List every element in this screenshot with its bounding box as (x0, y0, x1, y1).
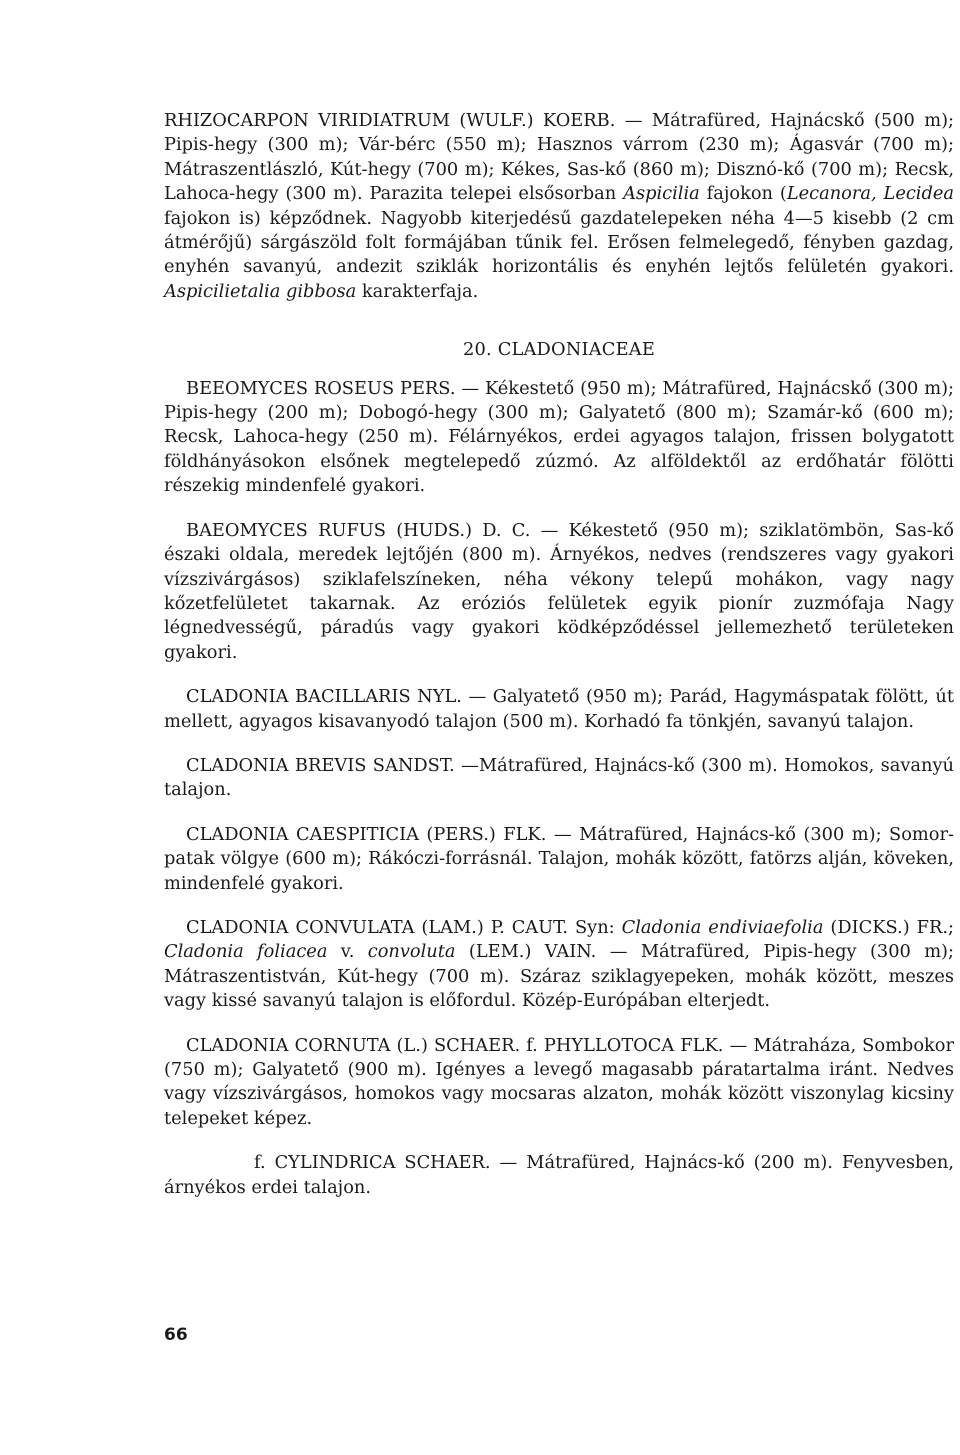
entry-cladonia-bacillaris: CLADONIA BACILLARIS NYL. — Galyatető (950 m); Parád, Hagymáspatak fölött, út mellett, agyagos kisavanyodó talajon (500 m). Korhadó fa tönkjén, savanyú talajon. (164, 686, 954, 732)
entry-cladonia-cornuta: CLADONIA CORNUTA (L.) SCHAER. f. PHYLLOTOCA FLK. — Mátraháza, Sombokor (750 m); Galyatető (900 m). Igényes a levegő magasabb páratartalma iránt. Nedves vagy vízszivárgásos, homokos vagy mocsaras alzaton, mohák között viszonylag kicsiny telepeket képez. (164, 1034, 954, 1129)
species-name: CLADONIA BACILLARIS NYL. (186, 686, 462, 708)
section-heading: 20. CLADONIACEAE (462, 339, 656, 361)
entry-cladonia-caespiticia: CLADONIA CAESPITICIA (PERS.) FLK. — Mátrafüred, Hajnács-kő (300 m); Somor-patak völgye (600 m); Rákóczi-forrásnál. Talajon, mohák között, fatörzs alján, köveken, mindenfelé gyakori. (164, 823, 955, 894)
species-name: CLADONIA BREVIS SANDST. (186, 754, 455, 776)
species-name: CLADONIA CAESPITICIA (PERS.) FLK. (186, 823, 547, 845)
entry-baeomyces-rufus: BAEOMYCES RUFUS (HUDS.) D. C. — Kékestető (950 m); sziklatömbön, Sas-kő északi oldala, meredek lejtőjén (800 m). Árnyékos, nedves (rendszeres vagy gyakori vízszivárgásos) sziklafelszíneken, néha vékony telepű mohákon, vagy nagy kőzetfelületet takarnak. Az eróziós felületek egyik pionír zuzmófaja Nagy légnedvességű, páradús vagy gyakori ködképződéssel jellemezhető területeken gyakori. (164, 519, 954, 663)
species-name: CLADONIA CORNUTA (L.) SCHAER. f. PHYLLOTOCA FLK. (186, 1034, 724, 1056)
species-name: BEEOMYCES ROSEUS PERS. (186, 377, 456, 399)
page-number: 66 (164, 1325, 188, 1345)
entry-cladonia-convulata: CLADONIA CONVULATA (LAM.) P. CAUT. Syn: Cladonia endiviaefolia (DICKS.) FR.; Cladonia foliacea v. convoluta (LEM.) VAIN. — Mátrafüred, Pipis-hegy (300 m); Mátraszentistván, Kút-hegy (700 m). Száraz sziklagyepeken, mohák között, meszes vagy kissé savanyú talajon is előfordul. Közép-Európában elterjedt. (164, 916, 954, 1012)
entry-cladonia-brevis: CLADONIA BREVIS SANDST. —Mátrafüred, Hajnács-kő (300 m). Homokos, savanyú talajon. (164, 754, 954, 801)
species-name: CLADONIA CONVULATA (LAM.) P. CAUT. (186, 916, 569, 938)
document-page (164, 109, 954, 1200)
entry-cylindrica: f. CYLINDRICA SCHAER. — Mátrafüred, Hajnács-kő (200 m). Fenyvesben, árnyékos erdei talajon. (164, 1152, 955, 1198)
species-name: f. CYLINDRICA SCHAER. (254, 1152, 491, 1174)
entry-rhizocarpon-viridiatrum: RHIZOCARPON VIRIDIATRUM (WULF.) KOERB. — Mátrafüred, Hajnácskő (500 m); Pipis-hegy (300 m); Vár-bérc (550 m); Hasznos várrom (230 m); Ágasvár (700 m); Mátraszentlászló, Kút-hegy (700 m); Kékes, Sas-kő (860 m); Disznó-kő (700 m); Recsk, Lahoca-hegy (300 m). Parazita telepei elsősorban Aspicilia fajokon (Lecanora, Lecidea fajokon is) képződnek. Nagyobb kiterjedésű gazdatelepeken néha 4—5 kisebb (2 cm átmérőjű) sárgászöld folt formájában tűnik fel. Erősen felmelegedő, fényben gazdag, enyhén savanyú, andezit sziklák horizontális és enyhén lejtős felületén gyakori. Aspicilietalia gibbosa karakterfaja. (164, 110, 954, 302)
entry-beeomyces-roseus: BEEOMYCES ROSEUS PERS. — Kékestető (950 m); Mátrafüred, Hajnácskő (300 m); Pipis-hegy (200 m); Dobogó-hegy (300 m); Galyatető (800 m); Szamár-kő (600 m); Recsk, Lahoca-hegy (250 m). Félárnyékos, erdei agyagos talajon, frissen bolygatott földhányásokon elsőnek megtelepedő zúzmó. Az alföldektől az erdőhatár fölötti részekig mindenfelé gyakori. (164, 377, 954, 497)
species-name: BAEOMYCES RUFUS (HUDS.) D. C. (186, 519, 531, 541)
species-name: RHIZOCARPON VIRIDIATRUM (WULF.) KOERB. (164, 110, 616, 131)
